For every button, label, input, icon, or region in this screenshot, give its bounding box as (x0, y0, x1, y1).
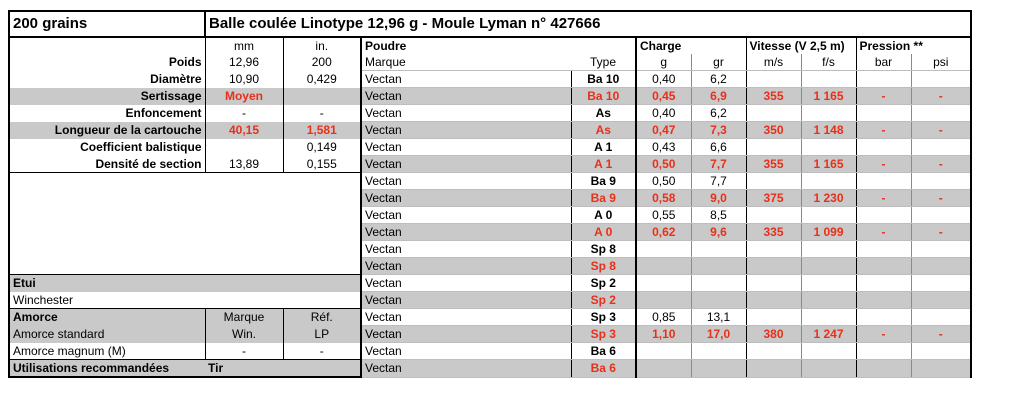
weight-label: 200 grains (9, 11, 205, 37)
usage-label: Utilisations recommandées (9, 360, 205, 378)
powder-type: Ba 9 (571, 190, 636, 207)
charge-g: 0,62 (636, 224, 691, 241)
bullet-prop-in: 1,581 (283, 122, 361, 139)
pressure-bar (856, 360, 911, 378)
charge-g (636, 258, 691, 275)
bullet-prop-label: Densité de section (9, 156, 205, 173)
velocity-fs (801, 343, 856, 360)
load-row (9, 292, 971, 309)
load-row (9, 190, 971, 207)
charge-g: 0,47 (636, 122, 691, 139)
powder-type: Sp 2 (571, 275, 636, 292)
pressure-psi (911, 360, 971, 378)
velocity-ms (746, 71, 801, 88)
charge-g (636, 360, 691, 378)
charge-g (636, 292, 691, 309)
powder-type: Ba 9 (571, 173, 636, 190)
charge-g: 0,58 (636, 190, 691, 207)
bullet-prop-in: 0,429 (283, 71, 361, 88)
etui-label: Etui (9, 275, 361, 292)
g-header: g (636, 54, 691, 71)
bullet-prop-in: 0,155 (283, 156, 361, 173)
powder-brand: Vectan (361, 292, 571, 309)
powder-brand: Vectan (361, 241, 571, 258)
pressure-bar: - (856, 190, 911, 207)
reload-data-sheet (8, 10, 972, 378)
pressure-psi: - (911, 190, 971, 207)
pressure-psi: - (911, 326, 971, 343)
powder-type: A 1 (571, 156, 636, 173)
bullet-prop-in: - (283, 105, 361, 122)
load-row (9, 224, 971, 241)
charge-gr: 13,1 (691, 309, 746, 326)
powder-type: Sp 8 (571, 258, 636, 275)
charge-gr: 9,0 (691, 190, 746, 207)
bullet-prop-mm: Moyen (205, 88, 283, 105)
velocity-ms (746, 258, 801, 275)
unit-in: in. (283, 37, 361, 54)
pressure-bar: - (856, 122, 911, 139)
charge-g: 0,45 (636, 88, 691, 105)
charge-g: 0,55 (636, 207, 691, 224)
load-row (9, 88, 971, 105)
powder-type: Ba 10 (571, 71, 636, 88)
poudre-header-spacer (571, 37, 636, 54)
pressure-bar: - (856, 88, 911, 105)
pressure-psi: - (911, 224, 971, 241)
pressure-bar (856, 241, 911, 258)
velocity-ms (746, 105, 801, 122)
load-row (9, 258, 971, 275)
bullet-prop-label: Coefficient balistique (9, 139, 205, 156)
powder-type: Sp 3 (571, 309, 636, 326)
amorce-marque-header: Marque (205, 309, 283, 326)
powder-brand: Vectan (361, 88, 571, 105)
velocity-fs (801, 71, 856, 88)
charge-gr (691, 292, 746, 309)
pressure-bar (856, 105, 911, 122)
amorce-standard-ref: LP (283, 326, 361, 343)
velocity-fs: 1 148 (801, 122, 856, 139)
velocity-fs (801, 105, 856, 122)
charge-g: 0,40 (636, 105, 691, 122)
velocity-ms: 380 (746, 326, 801, 343)
bullet-prop-label: Poids (9, 54, 205, 71)
poudre-header: Poudre (361, 37, 571, 54)
pressure-psi (911, 343, 971, 360)
charge-gr: 6,2 (691, 71, 746, 88)
charge-gr (691, 241, 746, 258)
velocity-ms: 375 (746, 190, 801, 207)
etui-brand: Winchester (9, 292, 361, 309)
bullet-prop-mm: 12,96 (205, 54, 283, 71)
charge-gr: 9,6 (691, 224, 746, 241)
blank-area (9, 241, 361, 258)
charge-gr: 6,2 (691, 105, 746, 122)
pressure-bar: - (856, 224, 911, 241)
charge-gr: 7,7 (691, 173, 746, 190)
bullet-prop-in (283, 88, 361, 105)
type-header: Type (571, 54, 636, 71)
pressure-psi: - (911, 122, 971, 139)
blank-area (9, 258, 361, 275)
charge-header: Charge (636, 37, 746, 54)
charge-g: 0,50 (636, 173, 691, 190)
pressure-psi (911, 292, 971, 309)
table-header-row-2 (9, 54, 971, 71)
velocity-ms (746, 275, 801, 292)
charge-gr: 7,3 (691, 122, 746, 139)
pressure-psi (911, 258, 971, 275)
bullet-prop-mm: - (205, 105, 283, 122)
velocity-fs (801, 173, 856, 190)
load-row (9, 309, 971, 326)
load-row (9, 139, 971, 156)
load-row (9, 241, 971, 258)
velocity-fs: 1 230 (801, 190, 856, 207)
charge-gr: 8,5 (691, 207, 746, 224)
velocity-ms (746, 309, 801, 326)
charge-g: 0,85 (636, 309, 691, 326)
powder-type: Ba 6 (571, 343, 636, 360)
bullet-prop-mm (205, 139, 283, 156)
amorce-magnum-ref: - (283, 343, 361, 360)
amorce-magnum-marque: - (205, 343, 283, 360)
velocity-ms (746, 360, 801, 378)
pressure-bar (856, 343, 911, 360)
powder-type: Sp 8 (571, 241, 636, 258)
velocity-ms: 355 (746, 88, 801, 105)
velocity-fs: 1 099 (801, 224, 856, 241)
fs-header: f/s (801, 54, 856, 71)
velocity-ms: 350 (746, 122, 801, 139)
charge-g: 0,40 (636, 71, 691, 88)
powder-type: Sp 2 (571, 292, 636, 309)
powder-type: A 0 (571, 207, 636, 224)
bullet-prop-mm: 10,90 (205, 71, 283, 88)
pressure-bar (856, 292, 911, 309)
bullet-prop-mm: 13,89 (205, 156, 283, 173)
pressure-bar (856, 71, 911, 88)
bullet-prop-label: Enfoncement (9, 105, 205, 122)
bullet-header-blank (9, 37, 205, 54)
velocity-ms (746, 139, 801, 156)
powder-brand: Vectan (361, 156, 571, 173)
charge-gr (691, 343, 746, 360)
pressure-psi (911, 105, 971, 122)
marque-header: Marque (361, 54, 571, 71)
powder-type: A 1 (571, 139, 636, 156)
charge-g (636, 241, 691, 258)
velocity-fs (801, 360, 856, 378)
charge-gr (691, 275, 746, 292)
unit-mm: mm (205, 37, 283, 54)
amorce-label: Amorce (9, 309, 205, 326)
powder-type: A 0 (571, 224, 636, 241)
load-row (9, 275, 971, 292)
powder-brand: Vectan (361, 139, 571, 156)
sheet-title: Balle coulée Linotype 12,96 g - Moule Lyman n° 427666 (205, 11, 971, 37)
powder-brand: Vectan (361, 360, 571, 378)
powder-brand: Vectan (361, 258, 571, 275)
bullet-prop-label: Longueur de la cartouche (9, 122, 205, 139)
pressure-psi: - (911, 156, 971, 173)
velocity-fs (801, 292, 856, 309)
blank-area (9, 173, 361, 190)
velocity-fs (801, 139, 856, 156)
powder-brand: Vectan (361, 207, 571, 224)
velocity-fs (801, 309, 856, 326)
pressure-bar (856, 275, 911, 292)
powder-type: Ba 10 (571, 88, 636, 105)
bullet-prop-mm: 40,15 (205, 122, 283, 139)
powder-brand: Vectan (361, 326, 571, 343)
charge-gr: 17,0 (691, 326, 746, 343)
velocity-fs (801, 241, 856, 258)
blank-area (9, 190, 361, 207)
charge-g (636, 343, 691, 360)
pressure-bar (856, 173, 911, 190)
velocity-fs: 1 247 (801, 326, 856, 343)
load-row (9, 343, 971, 360)
velocity-ms (746, 241, 801, 258)
amorce-standard-marque: Win. (205, 326, 283, 343)
powder-type: As (571, 122, 636, 139)
amorce-standard-label: Amorce standard (9, 326, 205, 343)
charge-gr (691, 258, 746, 275)
sheet-body (9, 11, 971, 377)
amorce-magnum-label: Amorce magnum (M) (9, 343, 205, 360)
charge-gr (691, 360, 746, 378)
powder-brand: Vectan (361, 190, 571, 207)
powder-brand: Vectan (361, 343, 571, 360)
velocity-ms (746, 173, 801, 190)
powder-brand: Vectan (361, 173, 571, 190)
load-row (9, 173, 971, 190)
velocity-ms (746, 343, 801, 360)
pressure-psi (911, 71, 971, 88)
velocity-fs: 1 165 (801, 156, 856, 173)
pression-header: Pression ** (856, 37, 971, 54)
pressure-psi (911, 241, 971, 258)
pressure-bar (856, 258, 911, 275)
velocity-fs (801, 207, 856, 224)
powder-brand: Vectan (361, 224, 571, 241)
bullet-prop-in: 0,149 (283, 139, 361, 156)
vitesse-header: Vitesse (V 2,5 m) (746, 37, 856, 54)
load-row (9, 326, 971, 343)
load-row (9, 207, 971, 224)
velocity-fs (801, 258, 856, 275)
charge-g: 0,43 (636, 139, 691, 156)
load-row (9, 122, 971, 139)
blank-area (9, 224, 361, 241)
pressure-bar: - (856, 326, 911, 343)
load-row (9, 360, 971, 378)
pressure-bar (856, 139, 911, 156)
velocity-ms (746, 207, 801, 224)
gr-header: gr (691, 54, 746, 71)
charge-gr: 7,7 (691, 156, 746, 173)
pressure-bar (856, 309, 911, 326)
powder-brand: Vectan (361, 309, 571, 326)
charge-g (636, 275, 691, 292)
load-row (9, 105, 971, 122)
title-row (9, 11, 971, 37)
load-row (9, 71, 971, 88)
charge-g: 0,50 (636, 156, 691, 173)
load-row (9, 156, 971, 173)
amorce-ref-header: Réf. (283, 309, 361, 326)
bullet-prop-label: Diamètre (9, 71, 205, 88)
velocity-fs (801, 275, 856, 292)
powder-brand: Vectan (361, 71, 571, 88)
charge-gr: 6,6 (691, 139, 746, 156)
velocity-ms: 335 (746, 224, 801, 241)
pressure-bar (856, 207, 911, 224)
pressure-psi (911, 275, 971, 292)
velocity-ms (746, 292, 801, 309)
table-header-row-1 (9, 37, 971, 54)
powder-brand: Vectan (361, 275, 571, 292)
pressure-psi (911, 207, 971, 224)
powder-brand: Vectan (361, 105, 571, 122)
usage-value: Tir (205, 360, 361, 378)
blank-area (9, 207, 361, 224)
powder-type: Sp 3 (571, 326, 636, 343)
pressure-psi: - (911, 88, 971, 105)
velocity-fs: 1 165 (801, 88, 856, 105)
powder-type: Ba 6 (571, 360, 636, 378)
pressure-psi (911, 139, 971, 156)
psi-header: psi (911, 54, 971, 71)
charge-g: 1,10 (636, 326, 691, 343)
pressure-bar: - (856, 156, 911, 173)
powder-type: As (571, 105, 636, 122)
bullet-prop-in: 200 (283, 54, 361, 71)
powder-brand: Vectan (361, 122, 571, 139)
pressure-psi (911, 309, 971, 326)
bar-header: bar (856, 54, 911, 71)
charge-gr: 6,9 (691, 88, 746, 105)
velocity-ms: 355 (746, 156, 801, 173)
pressure-psi (911, 173, 971, 190)
bullet-prop-label: Sertissage (9, 88, 205, 105)
ms-header: m/s (746, 54, 801, 71)
